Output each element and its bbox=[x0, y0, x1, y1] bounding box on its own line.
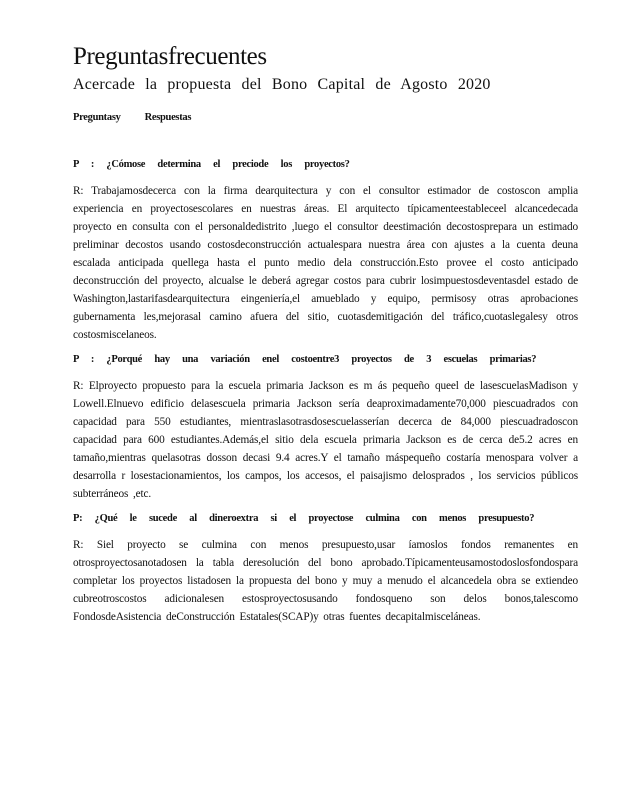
faq-item bbox=[73, 352, 578, 503]
faq-item bbox=[73, 157, 578, 344]
faq-item bbox=[73, 511, 578, 626]
faq-question: P : ¿Porqué hay una variación enel costoentre3 proyectos de 3 escuelas primarias? bbox=[73, 354, 537, 365]
tab-preguntas: Preguntasy bbox=[73, 112, 121, 123]
faq-question: P : ¿Cómose determina el preciode los proyectos? bbox=[73, 159, 350, 170]
faq-answer: R: Trabajamosdecerca con la firma dearquitectura y con el consultor estimador de costoscon amplia experiencia en proyectosescolares en nuestras áreas. El arquitecto típicamenteestableceel alcancedecada proyecto en consulta con el personaldedistrito ,luego el consultor deestimación decostosprepara un estimado preliminar decostos usando costosdeconstrucción actualespara nuestra área con ajustes a la cuenta deuna escalada anticipada quellega hasta el punto medio dela construcción.Esto provee el costo anticipado deconstrucción del proyecto, alcualse le deberá agregar costos para cubrir losimpuestosdeventasdel estado de Washington,lastarifasdearquitectura eingeniería,el amueblado y equipo, permisosy otras aprobaciones gubernamenta les,mejorasal camino afuera del sitio, cuotasdemitigación del tráfico,cuotaslegalesy otros costosmiscelaneos. bbox=[73, 185, 578, 341]
page-title: Preguntasfrecuentes bbox=[73, 43, 267, 70]
faq-list bbox=[73, 157, 578, 626]
tab-respuestas: Respuestas bbox=[144, 112, 192, 123]
page-subtitle: Acercade la propuesta del Bono Capital de Agosto 2020 bbox=[73, 76, 491, 93]
faq-question: P: ¿Qué le sucede al dineroextra si el proyectose culmina con menos presupuesto? bbox=[73, 513, 535, 524]
section-tabs bbox=[73, 112, 578, 123]
faq-answer: R: Elproyecto propuesto para la escuela primaria Jackson es m ás pequeño queel de lasescuelasMadison y Lowell.Elnuevo edificio delasescuela primaria Jackson sería deaproximadamente70,000 piescuadrados con capacidad para 550 estudiantes, mientraslasotrasdosescuelasserían decerca de 84,000 piescuadradoscon capacidad para 600 estudiantes.Además,el sitio dela escuela primaria Jackson es de cerca de5.2 acres en tamaño,mientras quelasotras dosson decasi 9.4 acres.Y el tamaño máspequeño costaría menospara volver a desarrolla r losestacionamientos, los campos, los accesos, el paisajismo delosprados , los servicios públicos subterráneos ,etc. bbox=[73, 380, 578, 500]
faq-answer: R: Siel proyecto se culmina con menos presupuesto,usar íamoslos fondos remanentes en otrosproyectosanotadosen la tabla deresolución del bono aprobado.Típicamenteusamostodoslosfondospara completar los proyectos listadosen la propuesta del bono y muy a menudo el alcancedela obra se extiendeo cubreotroscostos adicionalesen estosproyectosusando fondosqueno son delos bonos,talescomo FondosdeAsistencia deConstrucción Estatales(SCAP)y otras fuentes decapitalmisceláneas. bbox=[73, 539, 578, 623]
